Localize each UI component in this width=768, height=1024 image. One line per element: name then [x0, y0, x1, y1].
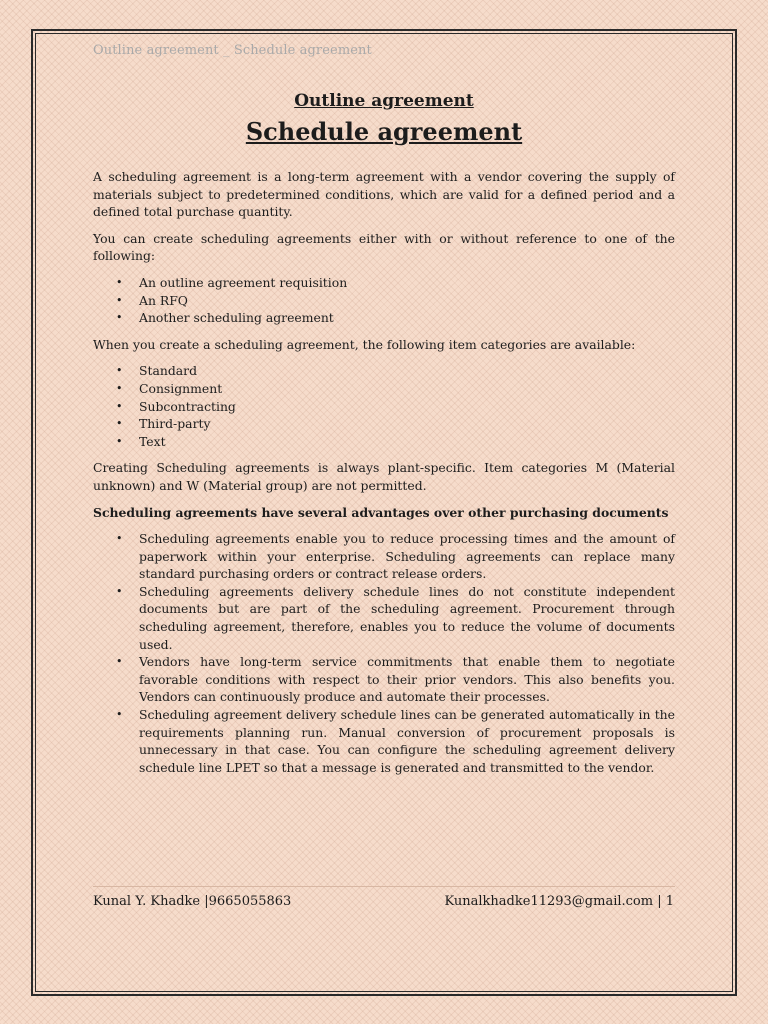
advantages-heading: Scheduling agreements have several advantages over other purchasing documents [93, 504, 669, 520]
list-item: • An RFQ [116, 292, 188, 308]
running-header: Outline agreement _ Schedule agreement [93, 43, 372, 58]
bullet-icon: • [116, 434, 123, 448]
intro-paragraph: A scheduling agreement is a long-term agreement with a vendor covering the supply of materials subject to predetermined conditions, which are valid for a defined period and a defined total purchase quantity. [93, 169, 675, 220]
document-body [93, 90, 675, 776]
document-title: Schedule agreement [245, 117, 523, 146]
footer-contact: Kunalkhadke11293@gmail.com | 1 [444, 894, 674, 909]
bullet-icon: • [116, 417, 123, 431]
list-item: • Subcontracting [116, 398, 236, 414]
create-paragraph: You can create scheduling agreements either with or without reference to one of the following: [93, 230, 675, 264]
reference-list [93, 274, 675, 327]
bullet-icon: • [116, 655, 123, 669]
advantages-list [93, 530, 675, 776]
footer-divider [93, 886, 675, 887]
bullet-icon: • [116, 293, 123, 307]
document-subtitle: Outline agreement [294, 91, 474, 111]
bullet-icon: • [116, 584, 123, 598]
list-item: • Another scheduling agreement [116, 310, 334, 326]
list-item: • Scheduling agreement delivery schedule lines can be generated automatically in the requirements planning run. Manual conversion of procurement proposals is unnecessary in that case. You can configure the scheduling agreement delivery schedule line LPET so that a message is generated and transmitted to the vendor. [116, 707, 675, 775]
plant-paragraph: Creating Scheduling agreements is always plant-specific. Item categories M (Material unknown) and W (Material group) are not permitted. [93, 460, 675, 493]
list-item: • Third-party [116, 416, 211, 432]
list-item: • Scheduling agreements enable you to reduce processing times and the amount of paperwork within your enterprise. Scheduling agreements can replace many standard purchasing orders or contract release orders. [116, 531, 675, 582]
list-item: • Text [116, 433, 166, 449]
list-item: • Consignment [116, 380, 223, 396]
bullet-icon: • [116, 364, 123, 378]
bullet-icon: • [116, 275, 123, 289]
list-item: • Standard [116, 363, 198, 379]
bullet-icon: • [116, 399, 123, 413]
bullet-icon: • [116, 381, 123, 395]
categories-list [93, 362, 675, 450]
list-item: • Scheduling agreements delivery schedule lines do not constitute independent documents but are part of the scheduling agreement. Procurement through scheduling agreement, therefore, enables you to reduce the volume of documents used. [116, 583, 675, 652]
list-item: • Vendors have long-term service commitments that enable them to negotiate favorable conditions with respect to their prior vendors. This also benefits you. Vendors can continuously produce and automate their processes. [116, 654, 675, 705]
bullet-icon: • [116, 311, 123, 325]
footer-author: Kunal Y. Khadke |9665055863 [93, 894, 292, 909]
bullet-icon: • [116, 708, 123, 722]
bullet-icon: • [116, 532, 123, 546]
categories-paragraph: When you create a scheduling agreement, the following item categories are available: [93, 336, 636, 352]
list-item: • An outline agreement requisition [116, 274, 348, 290]
